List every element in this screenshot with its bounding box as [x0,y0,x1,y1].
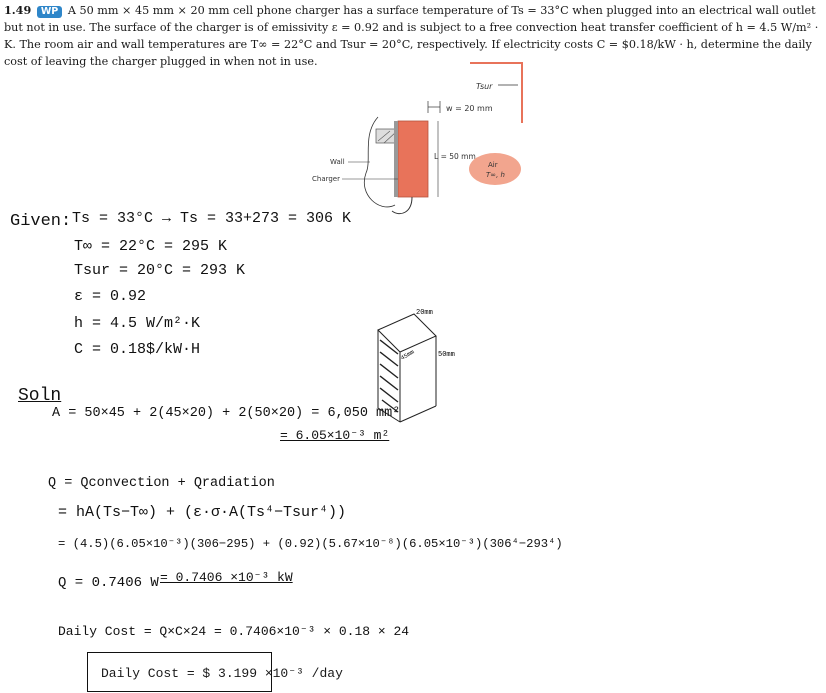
given-item: Ts = 33°C → Ts = 33+273 = 306 K [72,210,352,227]
q-formula: = hA(Ts−T∞) + (ε·σ·A(Ts⁴−Tsur⁴)) [58,504,347,521]
given-item: ε = 0.92 [74,288,147,305]
problem-text: A 50 mm × 45 mm × 20 mm cell phone charger has a surface temperature of Ts = 33°C when plugged into an electrical wall outlet but not in use. The surface of the charger is of emissivity ε = 0.92 and is subject to a free convection heat transfer coefficient of h = 4.5 W/m² · K. The room air and wall temperatures are T∞ = 22°C and Tsur = 20°C, respectively. If electricity costs C = $0.18/kW · h, determine the daily cost of leaving the charger plugged in when not in use. [4,4,819,68]
area-line: A = 50×45 + 2(45×20) + 2(50×20) = 6,050 mm² [52,406,401,421]
q-definition: Q = Qconvection + Qradiation [48,476,275,491]
length-label: L = 50 mm [434,152,476,161]
given-item: T∞ = 22°C = 295 K [74,238,228,255]
soln-label: Soln [18,386,62,406]
q-kilowatt: = 0.7406 ×10⁻³ kW [160,570,293,585]
given-item: C = 0.18$/kW·H [74,341,201,358]
q-substitution: = (4.5)(6.05×10⁻³)(306−295) + (0.92)(5.67×10⁻⁸)(6.05×10⁻³)(306⁴−293⁴) [58,537,563,551]
given-item: Tsur = 20°C = 293 K [74,262,246,279]
prism-dim: 50mm [438,351,455,359]
wall-label: Wall [330,158,345,166]
wp-badge[interactable]: WP [37,6,62,18]
air-sub-label: T∞, h [486,171,505,179]
tsur-label: Tsur [476,82,493,91]
area-si: = 6.05×10⁻³ m² [280,428,390,443]
given-item: h = 4.5 W/m²·K [74,315,201,332]
prism-dim: 45mm [399,348,416,362]
daily-cost-line: Daily Cost = Q×C×24 = 0.7406×10⁻³ × 0.18 × 24 [58,624,410,639]
air-label: Air [488,161,498,169]
q-result: Q = 0.7406 W [58,575,159,591]
final-answer: Daily Cost = $ 3.199 ×10⁻³ /day [101,666,343,681]
problem-number: 1.49 [4,3,32,17]
given-label: Given: [10,212,72,231]
prism-dim: 20mm [416,309,433,317]
charger-label: Charger [312,175,340,183]
width-label: w = 20 mm [446,104,493,113]
